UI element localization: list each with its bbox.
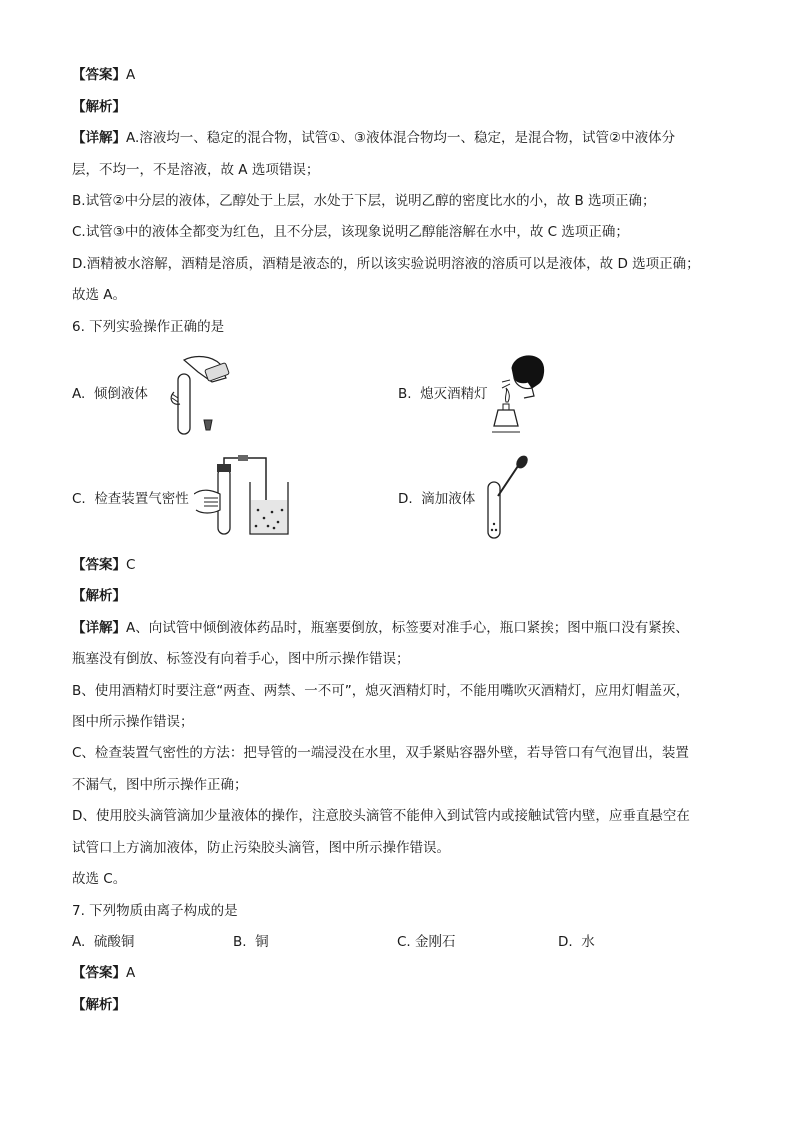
- q7-option-a: [72, 932, 134, 952]
- q6-option-c: [72, 489, 189, 509]
- detail-tag: 【详解】: [72, 620, 126, 636]
- option-letter: A.: [72, 386, 86, 402]
- checking-airtightness-figure: [194, 454, 294, 538]
- question-7-stem: 7. 下列物质由离子构成的是: [72, 903, 238, 919]
- detail-line: [72, 128, 722, 148]
- answer-line: [72, 555, 722, 575]
- q6-option-b: [398, 384, 488, 404]
- answer-tag: 【答案】: [72, 557, 126, 573]
- detail-line: [72, 618, 722, 638]
- question-6-stem: 6. 下列实验操作正确的是: [72, 319, 225, 335]
- q7-option-c: [397, 932, 456, 952]
- option-text: 硫酸铜: [93, 934, 135, 950]
- detail-tag: 【详解】: [72, 130, 126, 146]
- option-letter: D.: [398, 491, 413, 507]
- option-text: 熄灭酒精灯: [420, 386, 488, 402]
- detail-line: 试管口上方滴加液体，防止污染胶头滴管，图中所示操作错误。: [72, 840, 450, 856]
- option-text: 金刚石: [415, 934, 456, 950]
- detail-line: 层，不均一，不是溶液，故 A 选项错误；: [72, 162, 320, 178]
- q6-option-a: [72, 384, 148, 404]
- answer-value: A: [126, 67, 136, 83]
- detail-line: C、检查装置气密性的方法：把导管的一端浸没在水里，双手紧贴容器外壁，若导管口有气泡冒出，装置: [72, 745, 689, 761]
- option-text: 检查装置气密性: [94, 491, 189, 507]
- detail-line: 图中所示操作错误；: [72, 714, 194, 730]
- detail-line: 故选 C。: [72, 871, 127, 887]
- dropping-liquid-figure: [484, 454, 532, 542]
- q7-option-b: [233, 932, 269, 952]
- detail-line: 瓶塞没有倒放、标签没有向着手心，图中所示操作错误；: [72, 651, 410, 667]
- answer-tag: 【答案】: [72, 965, 126, 981]
- answer-line: [72, 65, 722, 85]
- option-letter: B.: [233, 934, 247, 950]
- q7-option-d: [558, 932, 595, 952]
- option-letter: A.: [72, 934, 86, 950]
- answer-tag: 【答案】: [72, 67, 126, 83]
- option-letter: C.: [72, 491, 86, 507]
- detail-line: 不漏气，图中所示操作正确；: [72, 777, 248, 793]
- detail-line: D.酒精被水溶解，酒精是溶质，酒精是液态的，所以该实验说明溶液的溶质可以是液体，故 D 选项正确；: [72, 256, 700, 272]
- answer-value: C: [126, 557, 136, 573]
- option-text: 水: [581, 934, 595, 950]
- detail-line: B.试管②中分层的液体，乙醇处于上层，水处于下层，说明乙醇的密度比水的小，故 B 选项正确；: [72, 193, 656, 209]
- pouring-liquid-figure: [168, 352, 238, 438]
- answer-value: A: [126, 965, 136, 981]
- detail-text: A、向试管中倾倒液体药品时，瓶塞要倒放，标签要对准手心，瓶口紧挨；图中瓶口没有紧挨、: [126, 620, 689, 636]
- blowing-out-alcohol-lamp-figure: [488, 352, 550, 434]
- analysis-heading: 【解析】: [72, 997, 126, 1013]
- detail-line: 故选 A。: [72, 287, 127, 303]
- detail-line: D、使用胶头滴管滴加少量液体的操作，注意胶头滴管不能伸入到试管内或接触试管内壁，应垂直悬空在: [72, 808, 690, 824]
- analysis-heading: 【解析】: [72, 99, 126, 115]
- analysis-heading: 【解析】: [72, 588, 126, 604]
- option-text: 铜: [255, 934, 269, 950]
- answer-line: [72, 963, 722, 983]
- option-letter: C.: [397, 934, 411, 950]
- option-text: 滴加液体: [421, 491, 476, 507]
- option-text: 倾倒液体: [93, 386, 148, 402]
- option-letter: D.: [558, 934, 573, 950]
- detail-text: A.溶液均一、稳定的混合物，试管①、③液体混合物均一、稳定，是混合物，试管②中液体分: [126, 130, 676, 146]
- detail-line: C.试管③中的液体全都变为红色，且不分层，该现象说明乙醇能溶解在水中，故 C 选项正确；: [72, 224, 629, 240]
- option-letter: B.: [398, 386, 412, 402]
- detail-line: B、使用酒精灯时要注意“两查、两禁、一不可”，熄灭酒精灯时，不能用嘴吹灭酒精灯，应用灯帽盖灭，: [72, 683, 690, 699]
- q6-option-d: [398, 489, 475, 509]
